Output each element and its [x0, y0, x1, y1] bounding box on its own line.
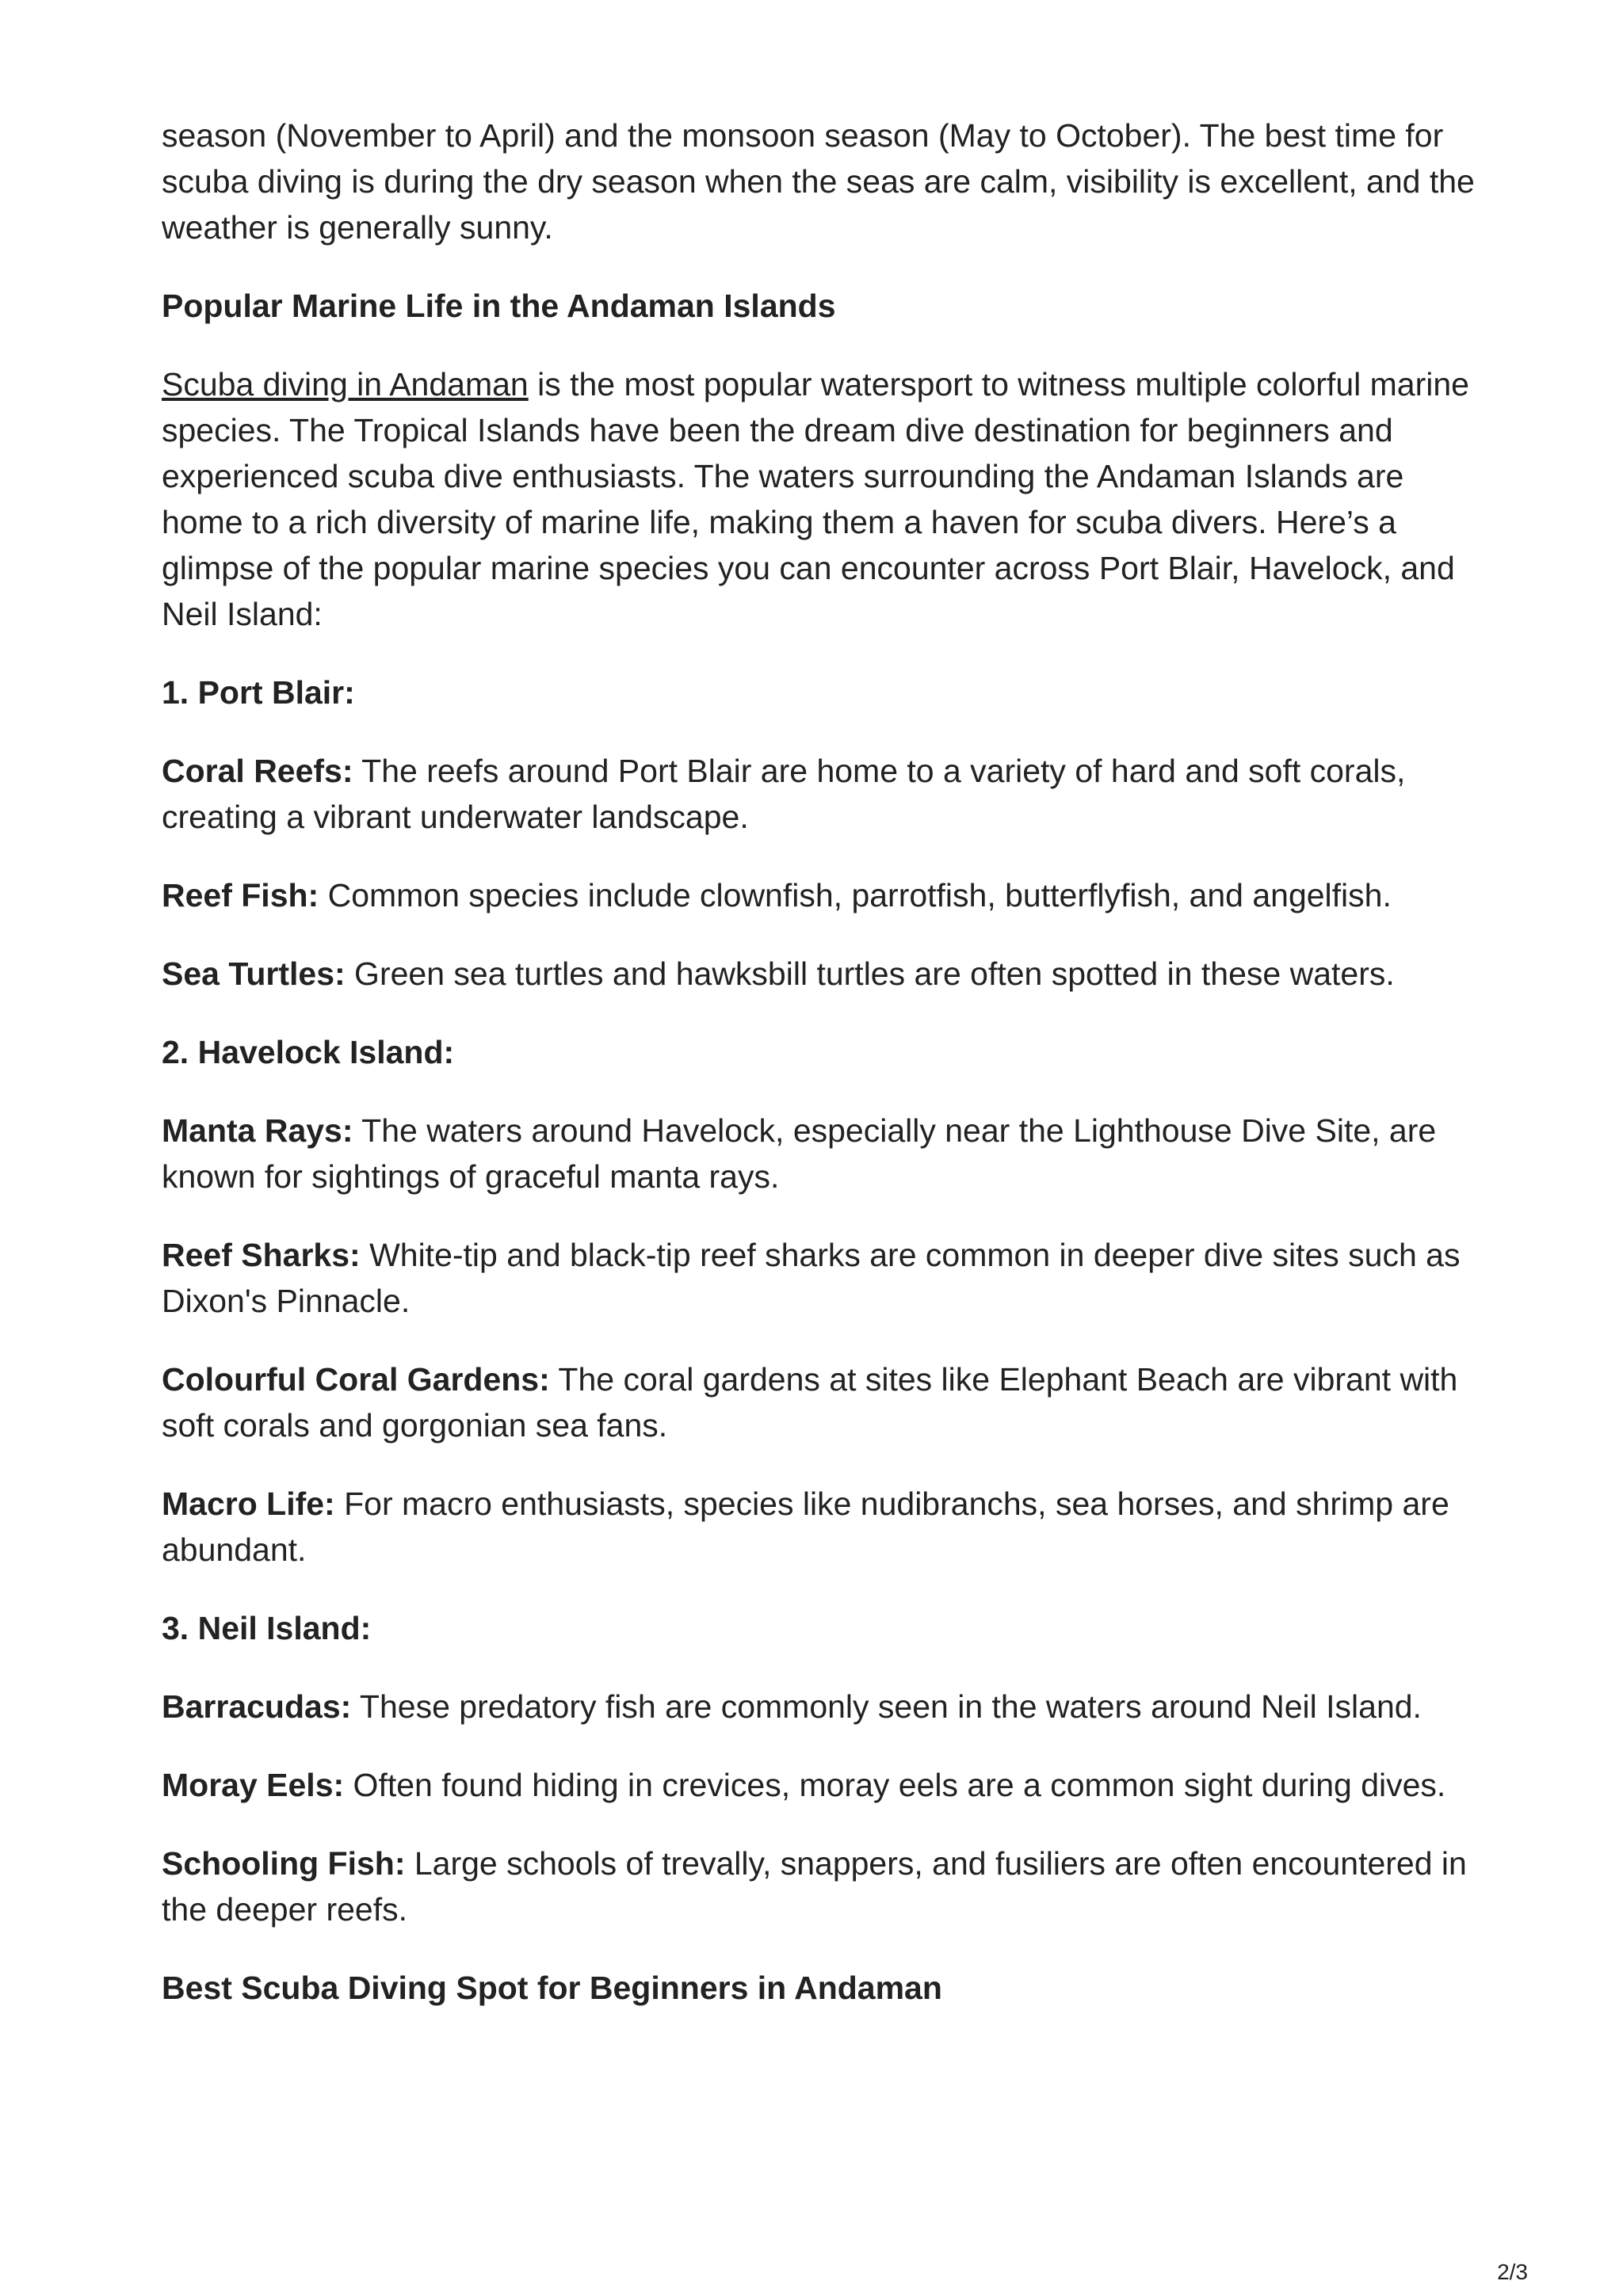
- item-term: Reef Fish:: [162, 877, 319, 913]
- item-reef-sharks: [162, 1232, 1477, 1324]
- item-term: Moray Eels:: [162, 1767, 345, 1803]
- section-heading-havelock: 2. Havelock Island:: [162, 1034, 455, 1070]
- item-term: Manta Rays:: [162, 1112, 353, 1149]
- item-term: Colourful Coral Gardens:: [162, 1361, 550, 1398]
- item-coral-gardens: [162, 1356, 1477, 1448]
- item-text: Green sea turtles and hawksbill turtles are often spotted in these waters.: [345, 955, 1395, 992]
- item-term: Schooling Fish:: [162, 1845, 406, 1882]
- item-term: Sea Turtles:: [162, 955, 346, 992]
- item-barracudas: [162, 1684, 1477, 1730]
- item-text: The coral gardens at sites like Elephant Beach are vibrant with soft corals and gorgonian sea fans.: [162, 1361, 1458, 1444]
- marine-life-text: is the most popular watersport to witness multiple colorful marine species. The Tropical Islands have been the dream dive destination for beginners and experienced scuba dive enthusiasts. The waters surrounding the Andaman Islands are home to a rich diversity of marine life, making them a haven for scuba divers. Here’s a glimpse of the popular marine species you can encounter across Port Blair, Havelock, and Neil Island:: [162, 366, 1469, 632]
- item-text: The waters around Havelock, especially near the Lighthouse Dive Site, are known for sightings of graceful manta rays.: [162, 1112, 1437, 1195]
- marine-life-paragraph: [162, 361, 1477, 637]
- item-term: Barracudas:: [162, 1688, 352, 1725]
- item-text: Common species include clownfish, parrotfish, butterflyfish, and angelfish.: [319, 877, 1392, 913]
- scuba-diving-link[interactable]: Scuba diving in Andaman: [162, 366, 529, 402]
- item-term: Coral Reefs:: [162, 753, 353, 789]
- item-text: Often found hiding in crevices, moray eels are a common sight during dives.: [344, 1767, 1446, 1803]
- section-heading-port-blair: 1. Port Blair:: [162, 674, 355, 711]
- intro-paragraph: season (November to April) and the monsoon season (May to October). The best time for scuba diving is during the dry season when the seas are calm, visibility is excellent, and the weather is generally sunny.: [162, 117, 1475, 246]
- item-term: Reef Sharks:: [162, 1237, 361, 1273]
- item-sea-turtles: [162, 951, 1477, 997]
- item-moray-eels: [162, 1762, 1477, 1808]
- item-text: For macro enthusiasts, species like nudibranchs, sea horses, and shrimp are abundant.: [162, 1486, 1449, 1568]
- item-text: Large schools of trevally, snappers, and fusiliers are often encountered in the deeper reefs.: [162, 1845, 1467, 1928]
- item-text: White-tip and black-tip reef sharks are common in deeper dive sites such as Dixon's Pinnacle.: [162, 1237, 1461, 1319]
- item-schooling-fish: [162, 1840, 1477, 1932]
- beginners-spot-heading: Best Scuba Diving Spot for Beginners in Andaman: [162, 1970, 942, 2006]
- item-macro-life: [162, 1481, 1477, 1573]
- article-body: [162, 113, 1477, 2043]
- item-term: Macro Life:: [162, 1486, 335, 1522]
- item-coral-reefs: [162, 748, 1477, 840]
- item-text: The reefs around Port Blair are home to a variety of hard and soft corals, creating a vibrant underwater landscape.: [162, 753, 1406, 835]
- item-reef-fish: [162, 872, 1477, 918]
- item-text: These predatory fish are commonly seen in the waters around Neil Island.: [351, 1688, 1422, 1725]
- page-number: 2/3: [1497, 2260, 1528, 2284]
- marine-life-heading: Popular Marine Life in the Andaman Islands: [162, 288, 836, 324]
- section-heading-neil: 3. Neil Island:: [162, 1610, 372, 1646]
- item-manta-rays: [162, 1108, 1477, 1199]
